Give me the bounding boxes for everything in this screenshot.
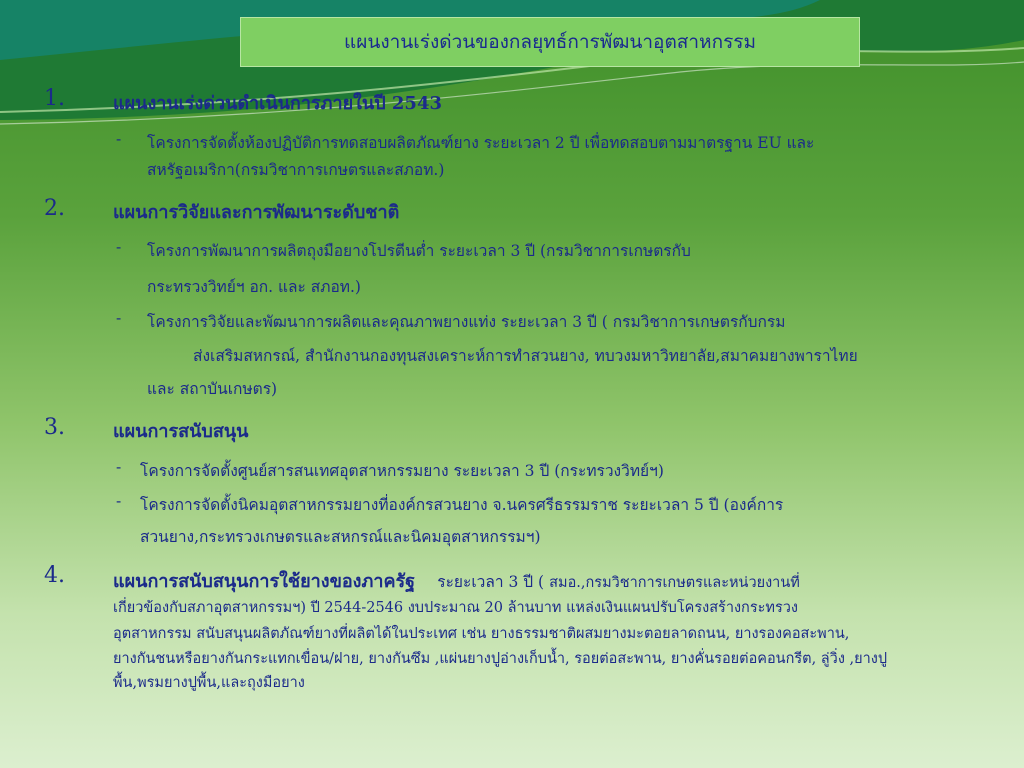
section-1-item-1-line-1: โครงการจัดตั้งห้องปฏิบัติการทดสอบผลิตภัณฑ์ยาง ระยะเวลา 2 ปี เพื่อทดสอบตามมาตรฐาน EU และ <box>147 134 815 152</box>
section-4-heading-row <box>113 566 800 595</box>
section-2-item-1-line-2: กระทรวงวิทย์ฯ อก. และ สภอท.) <box>147 278 361 296</box>
section-4-line-1: สมอ.,กรมวิชาการเกษตรและหน่วยงานที่ <box>549 575 800 591</box>
section-2-item-1-line-1: โครงการพัฒนาการผลิตถุงมือยางโปรตีนต่ำ ระยะเวลา 3 ปี (กรมวิชาการเกษตรกับ <box>147 242 691 260</box>
slide-title: แผนงานเร่งด่วนของกลยุทธ์การพัฒนาอุตสาหกรรม <box>240 17 860 67</box>
section-2-item-2-line-2: ส่งเสริมสหกรณ์, สำนักงานกองทุนสงเคราะห์การทำสวนยาง, ทบวงมหาวิทยาลัย,สมาคมยางพาราไทย <box>193 347 858 365</box>
section-3-heading: แผนการสนับสนุน <box>113 421 249 442</box>
section-2-item-2-bullet: - <box>116 309 122 327</box>
section-1-number: 1. <box>44 86 65 111</box>
section-4-line-2: เกี่ยวข้องกับสภาอุตสาหกรรมฯ) ปี 2544-2546 งบประมาณ 20 ล้านบาท แหล่งเงินแผนปรับโครงสร้างกระทรวง <box>113 600 798 616</box>
section-3-item-2-line-1: โครงการจัดตั้งนิคมอุตสาหกรรมยางที่องค์กรสวนยาง จ.นครศรีธรรมราช ระยะเวลา 5 ปี (องค์การ <box>140 496 784 514</box>
section-3-item-2-bullet: - <box>116 492 122 510</box>
section-1-heading: แผนงานเร่งด่วนดำเนินการภายในปี 2543 <box>113 93 443 114</box>
section-4-heading-suffix: ระยะเวลา 3 ปี ( <box>437 573 545 591</box>
section-1-item-1-bullet: - <box>116 130 122 148</box>
section-2-item-2-line-1: โครงการวิจัยและพัฒนาการผลิตและคุณภาพยางแท่ง ระยะเวลา 3 ปี ( กรมวิชาการเกษตรกับกรม <box>147 313 786 331</box>
section-4-heading: แผนการสนับสนุนการใช้ยางของภาครัฐ <box>113 571 416 592</box>
section-4-line-3: อุตสาหกรรม สนับสนุนผลิตภัณฑ์ยางที่ผลิตได้ในประเทศ เช่น ยางธรรมชาติผสมยางมะตอยลาดถนน, ยางรองคอสะพาน, <box>113 626 850 642</box>
section-3-number: 3. <box>44 415 65 440</box>
section-4-number: 4. <box>44 563 65 588</box>
section-2-heading: แผนการวิจัยและการพัฒนาระดับชาติ <box>113 202 400 223</box>
section-3-item-1-line-1: โครงการจัดตั้งศูนย์สารสนเทศอุตสาหกรรมยาง ระยะเวลา 3 ปี (กระทรวงวิทย์ฯ) <box>140 462 664 480</box>
section-1-item-1-line-2: สหรัฐอเมริกา(กรมวิชาการเกษตรและสภอท.) <box>147 161 445 179</box>
section-4-line-4: ยางกันชนหรือยางกันกระแทกเขื่อน/ฝาย, ยางกันซึม ,แผ่นยางปูอ่างเก็บน้ำ, รอยต่อสะพาน, ยางคั่นรอยต่อคอนกรีต, ลู่วิ่ง ,ยางปู <box>113 651 888 667</box>
section-3-item-2-line-2: สวนยาง,กระทรวงเกษตรและสหกรณ์และนิคมอุตสาหกรรมฯ) <box>140 528 541 546</box>
section-2-number: 2. <box>44 196 65 221</box>
section-4-line-5: พื้น,พรมยางปูพื้น,และถุงมือยาง <box>113 675 305 691</box>
section-2-item-2-line-3: และ สถาบันเกษตร) <box>147 380 278 398</box>
section-3-item-1-bullet: - <box>116 458 122 476</box>
section-2-item-1-bullet: - <box>116 238 122 256</box>
